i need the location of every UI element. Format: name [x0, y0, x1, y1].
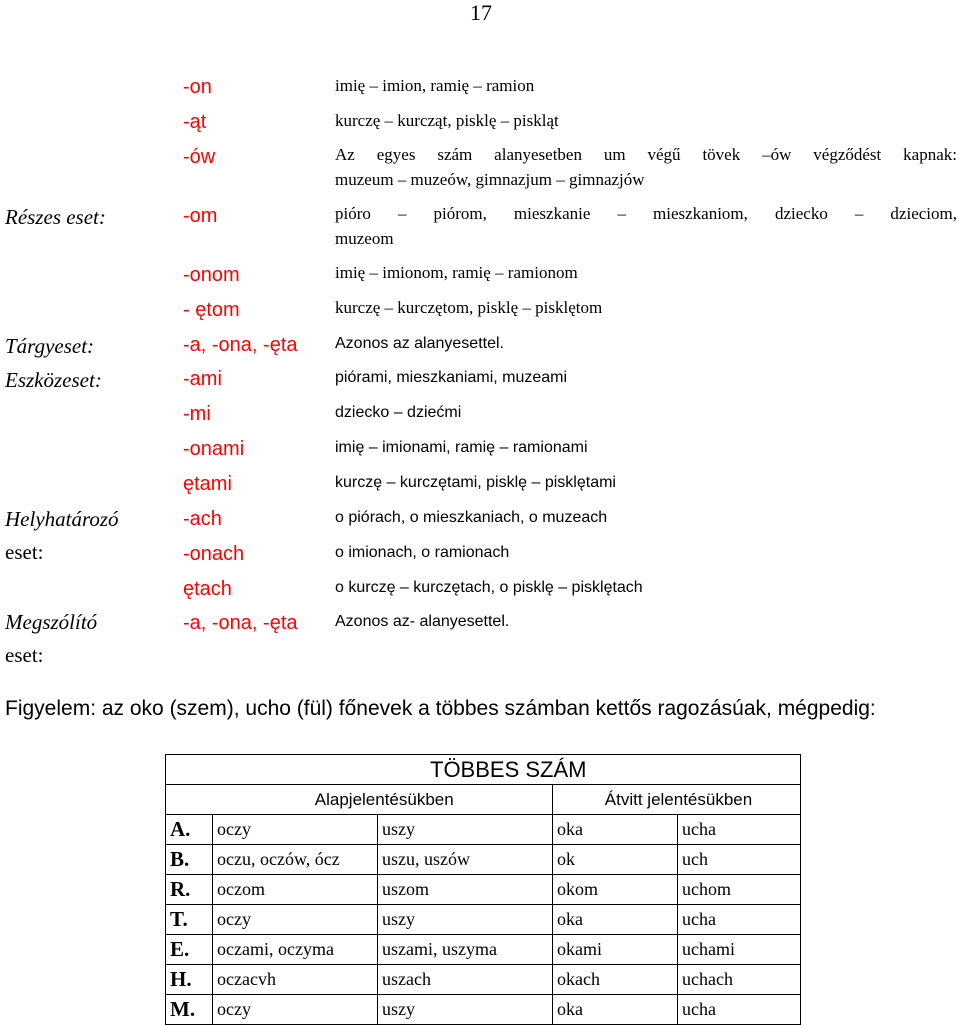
example-vocative: Azonos az- alanyesettel.	[335, 613, 510, 630]
cell: uchami	[678, 935, 801, 965]
table-row	[166, 965, 801, 995]
cell: ucha	[678, 905, 801, 935]
case-label-dative: Részes eset:	[5, 205, 106, 229]
table-row	[166, 905, 801, 935]
case-label-accusative: Tárgyeset:	[5, 334, 95, 358]
ending-accusative: -a, -ona, -ęta	[183, 334, 298, 356]
ending-onom: -onom	[183, 264, 240, 286]
cell: uszy	[378, 995, 553, 1025]
table-row	[166, 875, 801, 905]
ending-onach: -onach	[183, 543, 245, 565]
example-onach: o imionach, o ramionach	[335, 544, 510, 561]
cell: okami	[553, 935, 678, 965]
example-on: imię – imion, ramię – ramion	[335, 76, 535, 95]
example-etach: o kurczę – kurczętach, o pisklę – pisklętach	[335, 579, 643, 596]
cell: uszy	[378, 905, 553, 935]
table-row	[166, 845, 801, 875]
cell: uch	[678, 845, 801, 875]
cell: oczu, oczów, ócz	[213, 845, 378, 875]
case-label-locative-line2: eset:	[5, 540, 44, 564]
ending-at: -ąt	[183, 111, 207, 133]
note-paragraph: Figyelem: az oko (szem), ucho (fül) főnevek a többes számban kettős ragozásúak, mégpedig:	[5, 697, 876, 720]
example-etami: kurczę – kurczętami, pisklę – pisklętami	[335, 474, 616, 491]
cell: oka	[553, 995, 678, 1025]
cell: oczy	[213, 905, 378, 935]
table-row	[166, 995, 801, 1025]
example-ow-line1: Az egyes szám alanyesetben um végű tövek –ów végződést kapnak:	[335, 145, 957, 164]
example-at: kurczę – kurcząt, pisklę – piskląt	[335, 111, 559, 130]
ending-on: -on	[183, 76, 212, 98]
ending-om: -om	[183, 205, 218, 227]
cell: oka	[553, 815, 678, 845]
cell: uszach	[378, 965, 553, 995]
cell: ucha	[678, 995, 801, 1025]
table-row	[166, 815, 801, 845]
cell: uchach	[678, 965, 801, 995]
ending-etami: ętami	[183, 473, 232, 495]
ending-etach: ętach	[183, 578, 232, 600]
cell: okom	[553, 875, 678, 905]
ending-ach: -ach	[183, 508, 222, 530]
case-cell: B.	[166, 845, 213, 875]
cell: oczom	[213, 875, 378, 905]
case-cell: E.	[166, 935, 213, 965]
plural-table	[165, 754, 801, 1025]
example-dative-line1: pióro – piórom, mieszkanie – mieszkaniom, dziecko – dzieciom,	[335, 204, 957, 223]
subheader-figurative: Átvitt jelentésükben	[553, 785, 801, 815]
table-title: TÖBBES SZÁM	[213, 755, 801, 785]
cell: okach	[553, 965, 678, 995]
example-accusative: Azonos az alanyesettel.	[335, 335, 504, 352]
ending-onami: -onami	[183, 438, 245, 460]
case-label-vocative-line2: eset:	[5, 643, 44, 667]
case-label-locative: Helyhatározó	[5, 507, 119, 531]
cell: ucha	[678, 815, 801, 845]
cell: ok	[553, 845, 678, 875]
cell: oczy	[213, 995, 378, 1025]
ending-vocative: -a, -ona, -ęta	[183, 612, 298, 634]
example-ow-line2: muzeum – muzeów, gimnazjum – gimnazjów	[335, 170, 645, 189]
case-cell: R.	[166, 875, 213, 905]
ending-mi: -mi	[183, 403, 211, 425]
cell: oczami, oczyma	[213, 935, 378, 965]
cell: uchom	[678, 875, 801, 905]
table-row	[166, 935, 801, 965]
example-mi: dziecko – dziećmi	[335, 404, 462, 421]
cell: oczacvh	[213, 965, 378, 995]
cell: uszy	[378, 815, 553, 845]
ending-ami: -ami	[183, 368, 222, 390]
cell: oka	[553, 905, 678, 935]
case-cell: A.	[166, 815, 213, 845]
cell: oczy	[213, 815, 378, 845]
table-corner	[166, 755, 213, 785]
case-label-vocative: Megszólító	[5, 610, 98, 634]
case-cell: M.	[166, 995, 213, 1025]
example-etom: kurczę – kurczętom, pisklę – pisklętom	[335, 298, 603, 317]
ending-ow: -ów	[183, 146, 216, 168]
cell: uszom	[378, 875, 553, 905]
case-label-instrumental: Eszközeset:	[5, 368, 102, 392]
subheader-basic: Alapjelentésükben	[213, 785, 553, 815]
example-dative-line2: muzeom	[335, 229, 394, 248]
example-ami: piórami, mieszkaniami, muzeami	[335, 369, 568, 386]
case-cell: H.	[166, 965, 213, 995]
cell: uszu, uszów	[378, 845, 553, 875]
cell: uszami, uszyma	[378, 935, 553, 965]
ending-etom: - ętom	[183, 299, 240, 321]
page-number: 17	[470, 0, 492, 25]
example-ach: o piórach, o mieszkaniach, o muzeach	[335, 509, 608, 526]
example-onami: imię – imionami, ramię – ramionami	[335, 439, 588, 456]
case-cell: T.	[166, 905, 213, 935]
table-corner-2	[166, 785, 213, 815]
example-onom: imię – imionom, ramię – ramionom	[335, 263, 578, 282]
